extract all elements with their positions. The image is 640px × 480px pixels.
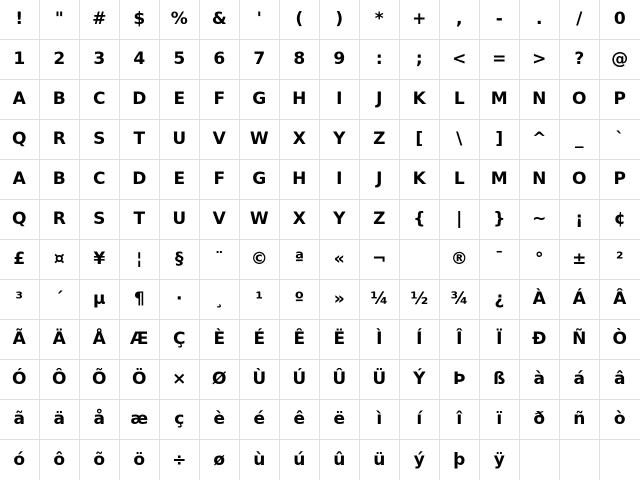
glyph-cell: Y — [320, 120, 360, 160]
glyph-cell: µ — [80, 280, 120, 320]
glyph-cell: ) — [320, 0, 360, 40]
glyph-cell-empty — [520, 440, 560, 480]
glyph-cell: ¿ — [480, 280, 520, 320]
glyph-cell: á — [560, 360, 600, 400]
glyph-cell: Á — [560, 280, 600, 320]
glyph-cell: Ý — [400, 360, 440, 400]
glyph-cell: 7 — [240, 40, 280, 80]
glyph-cell: ê — [280, 400, 320, 440]
glyph-cell: " — [40, 0, 80, 40]
glyph-cell: ô — [40, 440, 80, 480]
glyph-cell: ¢ — [600, 200, 640, 240]
glyph-cell: & — [200, 0, 240, 40]
glyph-cell — [400, 240, 440, 280]
glyph-cell: à — [520, 360, 560, 400]
glyph-cell: I — [320, 80, 360, 120]
glyph-cell: » — [320, 280, 360, 320]
glyph-cell: N — [520, 160, 560, 200]
glyph-cell: ý — [400, 440, 440, 480]
glyph-cell: J — [360, 160, 400, 200]
glyph-cell: } — [480, 200, 520, 240]
glyph-cell: O — [560, 160, 600, 200]
glyph-cell: û — [320, 440, 360, 480]
glyph-cell: 0 — [600, 0, 640, 40]
glyph-cell: Q — [0, 200, 40, 240]
glyph-cell: Z — [360, 200, 400, 240]
glyph-cell: ½ — [400, 280, 440, 320]
glyph-cell: { — [400, 200, 440, 240]
glyph-cell: º — [280, 280, 320, 320]
glyph-cell: 5 — [160, 40, 200, 80]
glyph-cell: ã — [0, 400, 40, 440]
glyph-cell: Ù — [240, 360, 280, 400]
glyph-cell: U — [160, 120, 200, 160]
glyph-cell: R — [40, 120, 80, 160]
glyph-cell: M — [480, 160, 520, 200]
glyph-cell: À — [520, 280, 560, 320]
glyph-cell: § — [160, 240, 200, 280]
glyph-cell: ÷ — [160, 440, 200, 480]
glyph-cell: F — [200, 80, 240, 120]
glyph-cell: F — [200, 160, 240, 200]
glyph-cell: Ü — [360, 360, 400, 400]
glyph-cell: ® — [440, 240, 480, 280]
glyph-cell: | — [440, 200, 480, 240]
glyph-cell: T — [120, 120, 160, 160]
glyph-cell: ö — [120, 440, 160, 480]
glyph-cell: X — [280, 120, 320, 160]
glyph-cell: Ê — [280, 320, 320, 360]
glyph-cell: õ — [80, 440, 120, 480]
glyph-cell: $ — [120, 0, 160, 40]
glyph-cell: ¼ — [360, 280, 400, 320]
glyph-cell: ä — [40, 400, 80, 440]
glyph-cell: 1 — [0, 40, 40, 80]
glyph-cell: I — [320, 160, 360, 200]
glyph-cell: Ã — [0, 320, 40, 360]
glyph-cell: ù — [240, 440, 280, 480]
glyph-cell: Ó — [0, 360, 40, 400]
glyph-cell: X — [280, 200, 320, 240]
glyph-cell: 9 — [320, 40, 360, 80]
glyph-cell: ë — [320, 400, 360, 440]
glyph-cell: ¸ — [200, 280, 240, 320]
glyph-cell: ³ — [0, 280, 40, 320]
glyph-cell: B — [40, 160, 80, 200]
glyph-cell: È — [200, 320, 240, 360]
glyph-cell: ² — [600, 240, 640, 280]
glyph-cell: ú — [280, 440, 320, 480]
glyph-cell: þ — [440, 440, 480, 480]
glyph-cell: ? — [560, 40, 600, 80]
glyph-cell: ÿ — [480, 440, 520, 480]
glyph-cell: ° — [520, 240, 560, 280]
glyph-cell: Ë — [320, 320, 360, 360]
glyph-cell: H — [280, 80, 320, 120]
glyph-cell: K — [400, 160, 440, 200]
glyph-cell: Y — [320, 200, 360, 240]
glyph-cell: ´ — [40, 280, 80, 320]
glyph-cell: ø — [200, 440, 240, 480]
glyph-cell: É — [240, 320, 280, 360]
glyph-cell: * — [360, 0, 400, 40]
glyph-cell: « — [320, 240, 360, 280]
glyph-cell: U — [160, 200, 200, 240]
glyph-cell: ª — [280, 240, 320, 280]
glyph-cell: Ô — [40, 360, 80, 400]
glyph-cell: \ — [440, 120, 480, 160]
glyph-cell: · — [160, 280, 200, 320]
glyph-cell: ^ — [520, 120, 560, 160]
glyph-cell: ¦ — [120, 240, 160, 280]
glyph-cell: ; — [400, 40, 440, 80]
glyph-cell: ó — [0, 440, 40, 480]
glyph-cell: Ð — [520, 320, 560, 360]
glyph-cell: S — [80, 120, 120, 160]
glyph-cell: C — [80, 80, 120, 120]
glyph-cell: Õ — [80, 360, 120, 400]
glyph-cell: L — [440, 160, 480, 200]
glyph-cell: V — [200, 200, 240, 240]
glyph-cell: C — [80, 160, 120, 200]
glyph-cell: % — [160, 0, 200, 40]
glyph-cell: ì — [360, 400, 400, 440]
glyph-cell: , — [440, 0, 480, 40]
glyph-cell: Þ — [440, 360, 480, 400]
glyph-cell: é — [240, 400, 280, 440]
glyph-cell: 3 — [80, 40, 120, 80]
glyph-cell: ¥ — [80, 240, 120, 280]
glyph-cell: B — [40, 80, 80, 120]
glyph-cell: ñ — [560, 400, 600, 440]
glyph-cell: Ñ — [560, 320, 600, 360]
glyph-cell: ( — [280, 0, 320, 40]
glyph-cell: . — [520, 0, 560, 40]
glyph-cell: Ø — [200, 360, 240, 400]
glyph-cell: - — [480, 0, 520, 40]
glyph-cell: ï — [480, 400, 520, 440]
glyph-cell: Í — [400, 320, 440, 360]
glyph-cell: ' — [240, 0, 280, 40]
glyph-cell: < — [440, 40, 480, 80]
glyph-cell: Ì — [360, 320, 400, 360]
glyph-cell: ¡ — [560, 200, 600, 240]
glyph-cell: 8 — [280, 40, 320, 80]
glyph-cell: Ç — [160, 320, 200, 360]
glyph-cell: ] — [480, 120, 520, 160]
glyph-cell: G — [240, 160, 280, 200]
glyph-cell: © — [240, 240, 280, 280]
glyph-cell: è — [200, 400, 240, 440]
glyph-cell: ± — [560, 240, 600, 280]
glyph-cell: Î — [440, 320, 480, 360]
glyph-cell: + — [400, 0, 440, 40]
glyph-cell: A — [0, 80, 40, 120]
glyph-cell: ¶ — [120, 280, 160, 320]
glyph-cell: > — [520, 40, 560, 80]
glyph-cell: Q — [0, 120, 40, 160]
glyph-cell: K — [400, 80, 440, 120]
glyph-cell: 2 — [40, 40, 80, 80]
glyph-cell: Å — [80, 320, 120, 360]
glyph-cell: P — [600, 160, 640, 200]
glyph-cell: ¨ — [200, 240, 240, 280]
glyph-cell: ¹ — [240, 280, 280, 320]
glyph-cell: ç — [160, 400, 200, 440]
glyph-cell: M — [480, 80, 520, 120]
glyph-cell: _ — [560, 120, 600, 160]
glyph-cell: G — [240, 80, 280, 120]
glyph-cell: í — [400, 400, 440, 440]
glyph-cell: E — [160, 160, 200, 200]
glyph-cell: R — [40, 200, 80, 240]
glyph-cell: @ — [600, 40, 640, 80]
glyph-cell: 4 — [120, 40, 160, 80]
glyph-cell: D — [120, 80, 160, 120]
glyph-cell: = — [480, 40, 520, 80]
glyph-cell: N — [520, 80, 560, 120]
glyph-cell: ¾ — [440, 280, 480, 320]
glyph-cell: [ — [400, 120, 440, 160]
glyph-cell: ò — [600, 400, 640, 440]
glyph-cell: Ï — [480, 320, 520, 360]
glyph-cell: £ — [0, 240, 40, 280]
glyph-cell: T — [120, 200, 160, 240]
glyph-cell: ß — [480, 360, 520, 400]
glyph-cell: H — [280, 160, 320, 200]
glyph-cell: ¯ — [480, 240, 520, 280]
glyph-cell: ! — [0, 0, 40, 40]
glyph-cell: × — [160, 360, 200, 400]
glyph-cell: # — [80, 0, 120, 40]
glyph-cell: Æ — [120, 320, 160, 360]
glyph-cell: Z — [360, 120, 400, 160]
glyph-cell: ü — [360, 440, 400, 480]
glyph-cell-empty — [560, 440, 600, 480]
glyph-cell: 6 — [200, 40, 240, 80]
glyph-cell: Â — [600, 280, 640, 320]
glyph-cell: W — [240, 200, 280, 240]
glyph-cell: J — [360, 80, 400, 120]
glyph-cell: î — [440, 400, 480, 440]
glyph-cell: ¬ — [360, 240, 400, 280]
glyph-cell: E — [160, 80, 200, 120]
glyph-cell: ~ — [520, 200, 560, 240]
glyph-cell: V — [200, 120, 240, 160]
glyph-cell: æ — [120, 400, 160, 440]
glyph-cell: â — [600, 360, 640, 400]
glyph-cell: / — [560, 0, 600, 40]
glyph-cell: ¤ — [40, 240, 80, 280]
glyph-cell: Ò — [600, 320, 640, 360]
glyph-cell: Ú — [280, 360, 320, 400]
glyph-cell: O — [560, 80, 600, 120]
glyph-cell: å — [80, 400, 120, 440]
glyph-cell: A — [0, 160, 40, 200]
glyph-cell: Û — [320, 360, 360, 400]
glyph-cell: ð — [520, 400, 560, 440]
glyph-cell: S — [80, 200, 120, 240]
glyph-cell: L — [440, 80, 480, 120]
glyph-cell: : — [360, 40, 400, 80]
glyph-cell: ` — [600, 120, 640, 160]
glyph-cell: P — [600, 80, 640, 120]
glyph-cell: D — [120, 160, 160, 200]
glyph-cell-empty — [600, 440, 640, 480]
glyph-cell: Ä — [40, 320, 80, 360]
glyph-cell: W — [240, 120, 280, 160]
glyph-cell: Ö — [120, 360, 160, 400]
